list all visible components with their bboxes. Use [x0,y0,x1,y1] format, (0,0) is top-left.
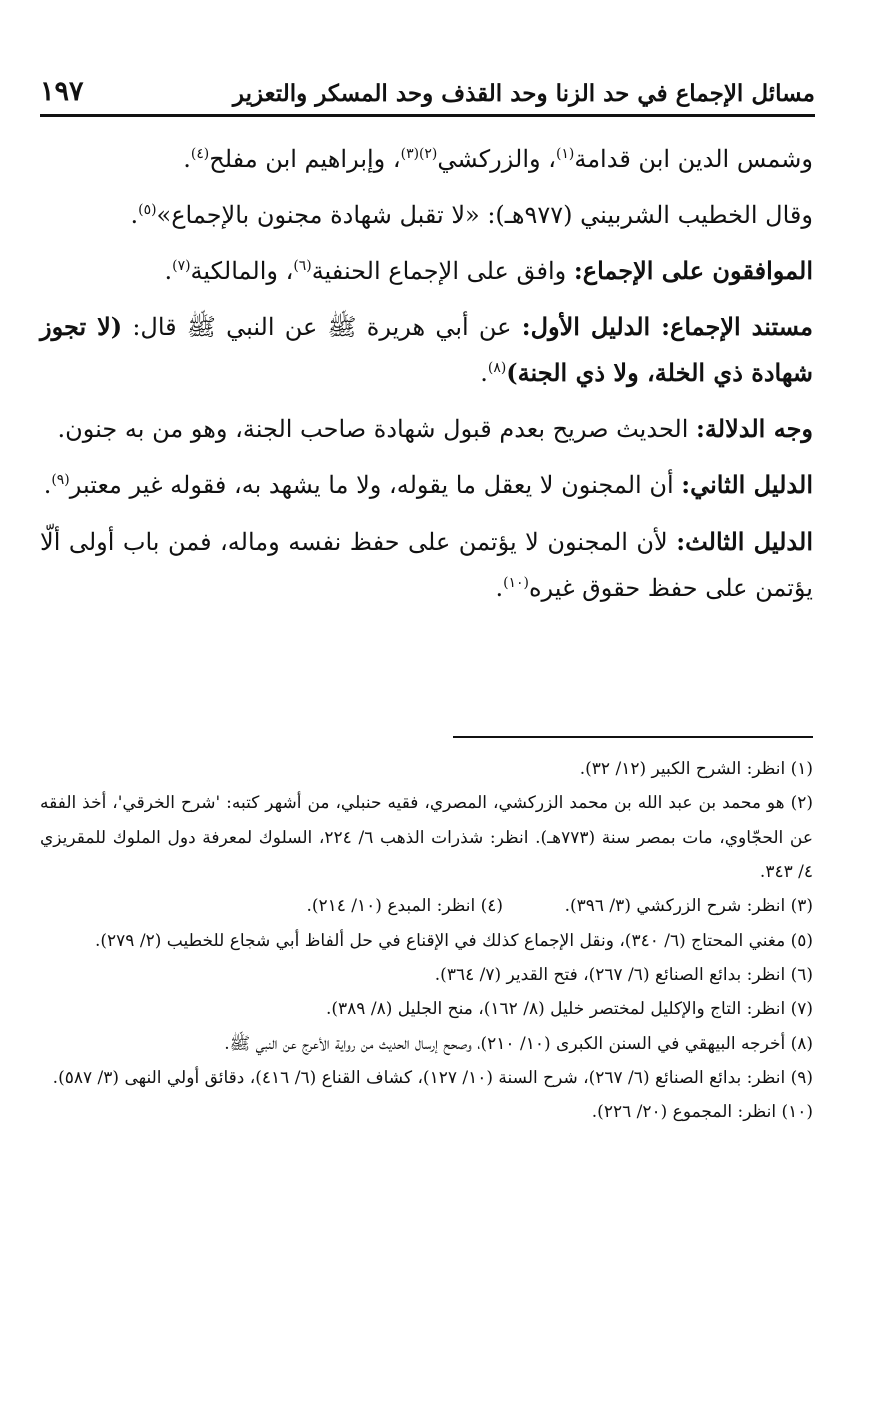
footnote-ref: (١٠) [503,574,529,591]
running-title: مسائل الإجماع في حد الزنا وحد القذف وحد المسكر والتعزير [232,80,815,108]
footnote-ref: (٨) [487,360,507,377]
paragraph-4: مستند الإجماع: الدليل الأول: عن أبي هريرة ﷺ عن النبي ﷺ قال: (لا تجوز شهادة ذي الخلة، ولا ذي الجنة)$^{(٨)}$. [40,312,813,388]
footnote-9: (٩) انظر: بدائع الصنائع (٦/ ٢٦٧)، شرح السنة (١٠/ ١٢٧)، كشاف القناع (٦/ ٤١٦)، دقائق أولي النهى (٣/ ٥٨٧). [52,1067,813,1088]
footnotes [40,752,813,1130]
paragraph-lead: الدليل الثالث: [676,526,813,556]
footnote-ref: (٥) [138,202,157,219]
footnote-7: (٧) انظر: التاج والإكليل لمختصر خليل (٨/ ١٦٢)، منح الجليل (٨/ ٣٨٩). [326,999,813,1020]
footnote-ref: (٩) [51,472,70,489]
hadith-text: (لا تجوز شهادة ذي الخلة، ولا ذي الجنة) [40,312,813,388]
footnote-row-3-4 [40,889,813,923]
paragraph-lead: الدليل الثاني: [681,470,813,500]
page-number: ١٩٧ [40,75,84,107]
paragraph-5: وجه الدلالة: الحديث صريح بعدم قبول شهادة صاحب الجنة، وهو من به جنون. [57,414,813,444]
footnote-1: (١) انظر: الشرح الكبير (١٢/ ٣٢). [579,759,813,779]
paragraph-2: وقال الخطيب الشربيني (٩٧٧هـ): «لا تقبل شهادة مجنون بالإجماع»$^{(٥)}$. [130,201,813,230]
main-text [40,136,813,621]
header-rule [40,114,815,117]
paragraph-lead: وجه الدلالة: [696,414,813,444]
footnote-8: (٨) أخرجه البيهقي في السنن الكبرى (١٠/ ٢١٠)، وصحح إرسال الحديث من رواية الأعرج عن النبي ﷺ. [224,1033,813,1054]
footnote-6: (٦) انظر: بدائع الصنائع (٦/ ٢٦٧)، فتح القدير (٧/ ٣٦٤). [434,964,813,985]
page-header [40,58,815,108]
footnote-ref: (١) [555,146,575,162]
footnote-2: (٢) هو محمد بن عبد الله بن محمد الزركشي، المصري، فقيه حنبلي، من أشهر كتبه: 'شرح الخرقي'، أخذ الفقه عن الحجّاوي، مات بمصر سنة (٧٧٣هـ). انظر: شذرات الذهب ٦/ ٢٢٤، السلوك لمعرفة دول الملوك للمقريزي ٤/ ٣٤٣. [40,793,813,882]
footnote-10: (١٠) انظر: المجموع (٢٠/ ٢٢٦). [591,1102,813,1123]
paragraph-1: وشمس الدين ابن قدامة$^{(١)}$، والزركشي$^{(٢)(٣)}$، وإبراهيم ابن مفلح$^{(٤)}$. [183,145,813,173]
footnote-5: (٥) مغني المحتاج (٦/ ٣٤٠)، ونقل الإجماع كذلك في الإقناع في حل ألفاظ أبي شجاع للخطيب (٢/ ٢٧٩). [95,930,813,951]
footnote-3: (٣) انظر: شرح الزركشي (٣/ ٣٩٦). [564,896,813,917]
footnote-separator [453,736,813,738]
footnote-ref: (٧) [172,258,191,275]
paragraph-7: الدليل الثالث: لأن المجنون لا يؤتمن على حفظ نفسه وماله، فمن باب أولى ألّا يؤتمن على حفظ حقوق غيره$^{(١٠)}$. [40,526,813,602]
paragraph-lead: الموافقون على الإجماع: [573,256,813,286]
footnote-ref: (٦) [293,258,312,275]
paragraph-3: الموافقون على الإجماع: وافق على الإجماع الحنفية$^{(٦)}$، والمالكية$^{(٧)}$. [164,256,813,286]
footnote-4: (٤) انظر: المبدع (١٠/ ٢١٤). [306,896,503,917]
paragraph-lead: مستند الإجماع: الدليل الأول: [521,312,813,342]
footnote-ref: (٤) [190,146,210,162]
footnote-ref: (٢)(٣) [400,146,438,162]
paragraph-6: الدليل الثاني: أن المجنون لا يعقل ما يقوله، ولا ما يشهد به، فقوله غير معتبر$^{(٩)}$. [43,470,813,500]
